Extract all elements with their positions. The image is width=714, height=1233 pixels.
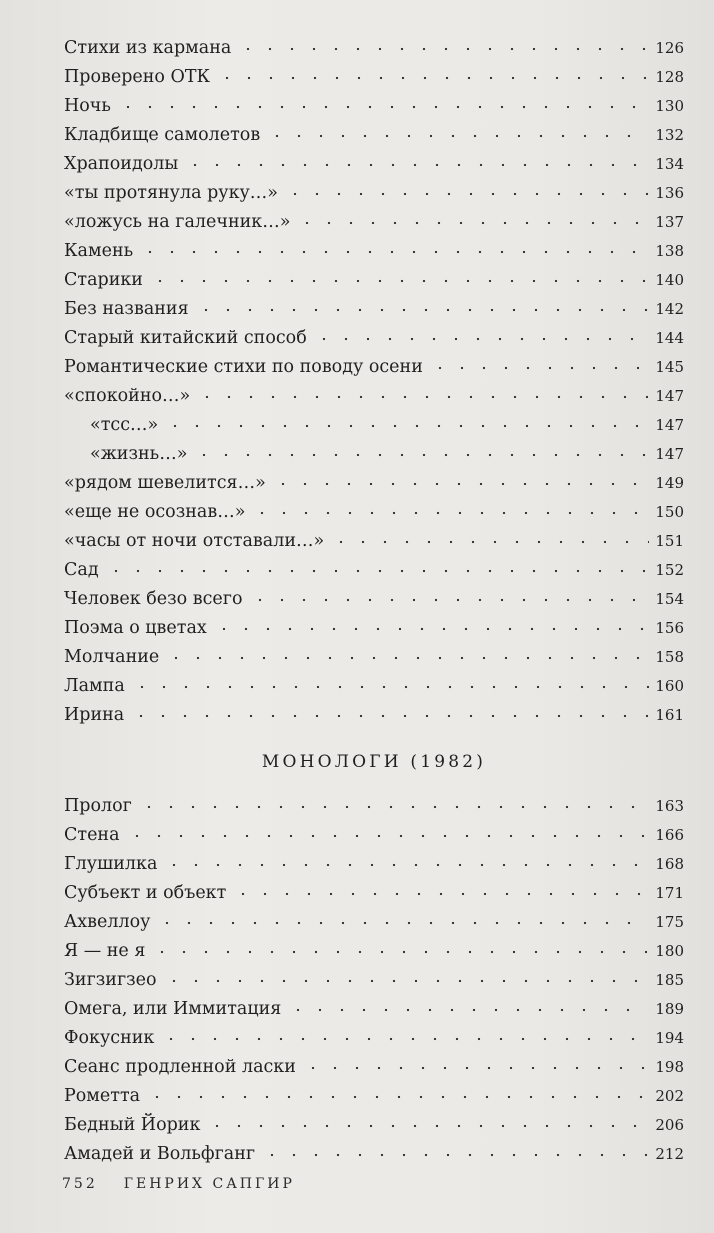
- toc-entry-page: 163: [655, 797, 684, 815]
- dot-leader: [213, 626, 650, 631]
- toc-entry-page: 149: [655, 474, 684, 492]
- toc-entry: [64, 237, 684, 266]
- toc-entry-title: «жизнь…»: [90, 444, 188, 464]
- toc-entry-title: «рядом шевелится…»: [64, 473, 266, 493]
- toc-entry-title: Кладбище самолетов: [64, 125, 261, 145]
- dot-leader: [184, 162, 649, 167]
- toc-entry: [64, 1082, 684, 1111]
- toc-entry-title: «тсс…»: [90, 415, 159, 435]
- toc-entry-title: Субъект и объект: [64, 883, 227, 903]
- dot-leader: [130, 713, 649, 718]
- dot-leader: [156, 920, 649, 925]
- toc-entry-page: 194: [655, 1029, 684, 1047]
- dot-leader: [232, 891, 649, 896]
- toc-entry: [64, 1053, 684, 1082]
- toc-entry: [64, 150, 684, 179]
- toc-entry: [64, 672, 684, 701]
- toc-entry-page: 128: [655, 68, 684, 86]
- toc-entry-title: Омега, или Иммитация: [64, 999, 282, 1019]
- toc-section-monologues: [64, 792, 684, 1169]
- dot-leader: [429, 365, 649, 370]
- toc-entry-title: Пролог: [64, 796, 132, 816]
- toc-entry-page: 144: [655, 329, 684, 347]
- dot-leader: [330, 539, 649, 544]
- toc-entry: [64, 1111, 684, 1140]
- toc-entry-title: «ложусь на галечник…»: [64, 212, 291, 232]
- toc-entry-page: 132: [655, 126, 684, 144]
- toc-entry-page: 134: [655, 155, 684, 173]
- toc-entry-title: Поэма о цветах: [64, 618, 207, 638]
- toc-entry-page: 126: [655, 39, 684, 57]
- toc-entry: [64, 850, 684, 879]
- dot-leader: [193, 452, 649, 457]
- toc-entry: [64, 937, 684, 966]
- toc-entry-page: 156: [655, 619, 684, 637]
- toc-entry: [64, 266, 684, 295]
- dot-leader: [149, 278, 649, 283]
- toc-entry-page: 185: [655, 971, 684, 989]
- toc-entry-page: 202: [655, 1087, 684, 1105]
- dot-leader: [296, 220, 649, 225]
- running-head: ГЕНРИХ САПГИР: [123, 1176, 295, 1192]
- dot-leader: [272, 481, 650, 486]
- toc-entry-title: Ахвеллоу: [64, 912, 151, 932]
- toc-entry-page: 147: [655, 387, 684, 405]
- toc-entry-title: Ирина: [64, 705, 125, 725]
- dot-leader: [164, 423, 649, 428]
- toc-entry-title: Я — не я: [64, 941, 146, 961]
- toc-entry-page: 145: [655, 358, 684, 376]
- toc-entry: [64, 527, 684, 556]
- dot-leader: [138, 804, 650, 809]
- dot-leader: [206, 1123, 649, 1128]
- dot-leader: [313, 336, 650, 341]
- toc-entry: [64, 208, 684, 237]
- dot-leader: [131, 684, 650, 689]
- toc-entry: [64, 556, 684, 585]
- toc-entry-title: Сад: [64, 560, 99, 580]
- toc-entry: [64, 179, 684, 208]
- table-of-contents: [64, 34, 684, 1169]
- toc-entry-page: 147: [655, 445, 684, 463]
- toc-entry-page: 206: [655, 1116, 684, 1134]
- toc-entry: [64, 353, 684, 382]
- toc-entry: [64, 966, 684, 995]
- toc-entry-page: 152: [655, 561, 684, 579]
- dot-leader: [287, 1007, 649, 1012]
- toc-entry-page: 158: [655, 648, 684, 666]
- toc-entry-title: Зигзигзео: [64, 970, 157, 990]
- toc-entry: [64, 382, 684, 411]
- dot-leader: [126, 833, 650, 838]
- toc-entry-title: Старики: [64, 270, 143, 290]
- toc-entry-page: 138: [655, 242, 684, 260]
- toc-entry: [64, 324, 684, 353]
- toc-entry: [64, 995, 684, 1024]
- toc-entry: [64, 643, 684, 672]
- toc-entry-page: 142: [655, 300, 684, 318]
- toc-entry-page: 137: [655, 213, 684, 231]
- toc-entry: [64, 879, 684, 908]
- dot-leader: [251, 510, 649, 515]
- dot-leader: [139, 249, 649, 254]
- toc-entry-page: 161: [655, 706, 684, 724]
- toc-entry-title: Старый китайский способ: [64, 328, 307, 348]
- dot-leader: [146, 1094, 649, 1099]
- toc-entry-page: 168: [655, 855, 684, 873]
- dot-leader: [284, 191, 649, 196]
- toc-entry-page: 175: [655, 913, 684, 931]
- toc-entry-title: «еще не осознав…»: [64, 502, 246, 522]
- section-heading: МОНОЛОГИ (1982): [261, 752, 487, 772]
- dot-leader: [266, 133, 649, 138]
- toc-entry: [64, 469, 684, 498]
- toc-entry-title: Храпоидолы: [64, 154, 179, 174]
- toc-entry-page: 150: [655, 503, 684, 521]
- toc-entry-page: 136: [655, 184, 684, 202]
- dot-leader: [249, 597, 650, 602]
- toc-entry: [64, 1140, 684, 1169]
- toc-section-continued: [64, 34, 684, 730]
- toc-entry: [64, 34, 684, 63]
- toc-entry-title: «часы от ночи отставали…»: [64, 531, 325, 551]
- toc-entry-title: Бедный Йорик: [64, 1115, 201, 1135]
- toc-entry: [64, 614, 684, 643]
- toc-entry: [64, 701, 684, 730]
- toc-entry: [64, 498, 684, 527]
- toc-entry-title: «спокойно…»: [64, 386, 191, 406]
- dot-leader: [302, 1065, 649, 1070]
- toc-entry-title: Глушилка: [64, 854, 158, 874]
- dot-leader: [196, 394, 649, 399]
- toc-entry-page: 180: [655, 942, 684, 960]
- toc-entry-title: Рометта: [64, 1086, 141, 1106]
- toc-entry-title: Камень: [64, 241, 134, 261]
- dot-leader: [195, 307, 650, 312]
- toc-entry-title: «ты протянула руку…»: [64, 183, 279, 203]
- toc-entry-title: Романтические стихи по поводу осени: [64, 357, 423, 377]
- toc-entry: [64, 908, 684, 937]
- dot-leader: [165, 655, 649, 660]
- toc-entry-title: Человек безо всего: [64, 589, 243, 609]
- toc-entry: [64, 411, 684, 440]
- dot-leader: [163, 862, 649, 867]
- toc-entry: [64, 821, 684, 850]
- toc-entry-title: Ночь: [64, 96, 111, 116]
- dot-leader: [216, 75, 649, 80]
- toc-entry-title: Сеанс продленной ласки: [64, 1057, 296, 1077]
- toc-entry-page: 198: [655, 1058, 684, 1076]
- toc-entry-page: 140: [655, 271, 684, 289]
- dot-leader: [117, 104, 649, 109]
- toc-entry: [64, 63, 684, 92]
- toc-entry-title: Фокусник: [64, 1028, 155, 1048]
- toc-entry-title: Без названия: [64, 299, 189, 319]
- toc-entry-page: 147: [655, 416, 684, 434]
- dot-leader: [163, 978, 650, 983]
- toc-entry-title: Проверено ОТК: [64, 67, 211, 87]
- page-footer: [62, 1176, 295, 1192]
- toc-entry-page: 166: [655, 826, 684, 844]
- toc-entry: [64, 295, 684, 324]
- page-number: 752: [62, 1176, 98, 1192]
- toc-entry: [64, 1024, 684, 1053]
- toc-entry-title: Молчание: [64, 647, 160, 667]
- toc-entry-title: Стихи из кармана: [64, 38, 232, 58]
- toc-entry-page: 171: [655, 884, 684, 902]
- toc-entry: [64, 440, 684, 469]
- toc-entry-title: Лампа: [64, 676, 125, 696]
- toc-entry-title: Стена: [64, 825, 120, 845]
- dot-leader: [261, 1152, 649, 1157]
- dot-leader: [237, 46, 649, 51]
- toc-entry: [64, 792, 684, 821]
- toc-entry: [64, 92, 684, 121]
- dot-leader: [151, 949, 649, 954]
- toc-entry-page: 212: [655, 1145, 684, 1163]
- toc-entry-page: 154: [655, 590, 684, 608]
- toc-entry-page: 151: [655, 532, 684, 550]
- toc-entry-page: 130: [655, 97, 684, 115]
- toc-entry-page: 189: [655, 1000, 684, 1018]
- toc-entry-page: 160: [655, 677, 684, 695]
- toc-entry: [64, 585, 684, 614]
- toc-entry: [64, 121, 684, 150]
- toc-entry-title: Амадей и Вольфганг: [64, 1144, 256, 1164]
- dot-leader: [160, 1036, 649, 1041]
- dot-leader: [105, 568, 650, 573]
